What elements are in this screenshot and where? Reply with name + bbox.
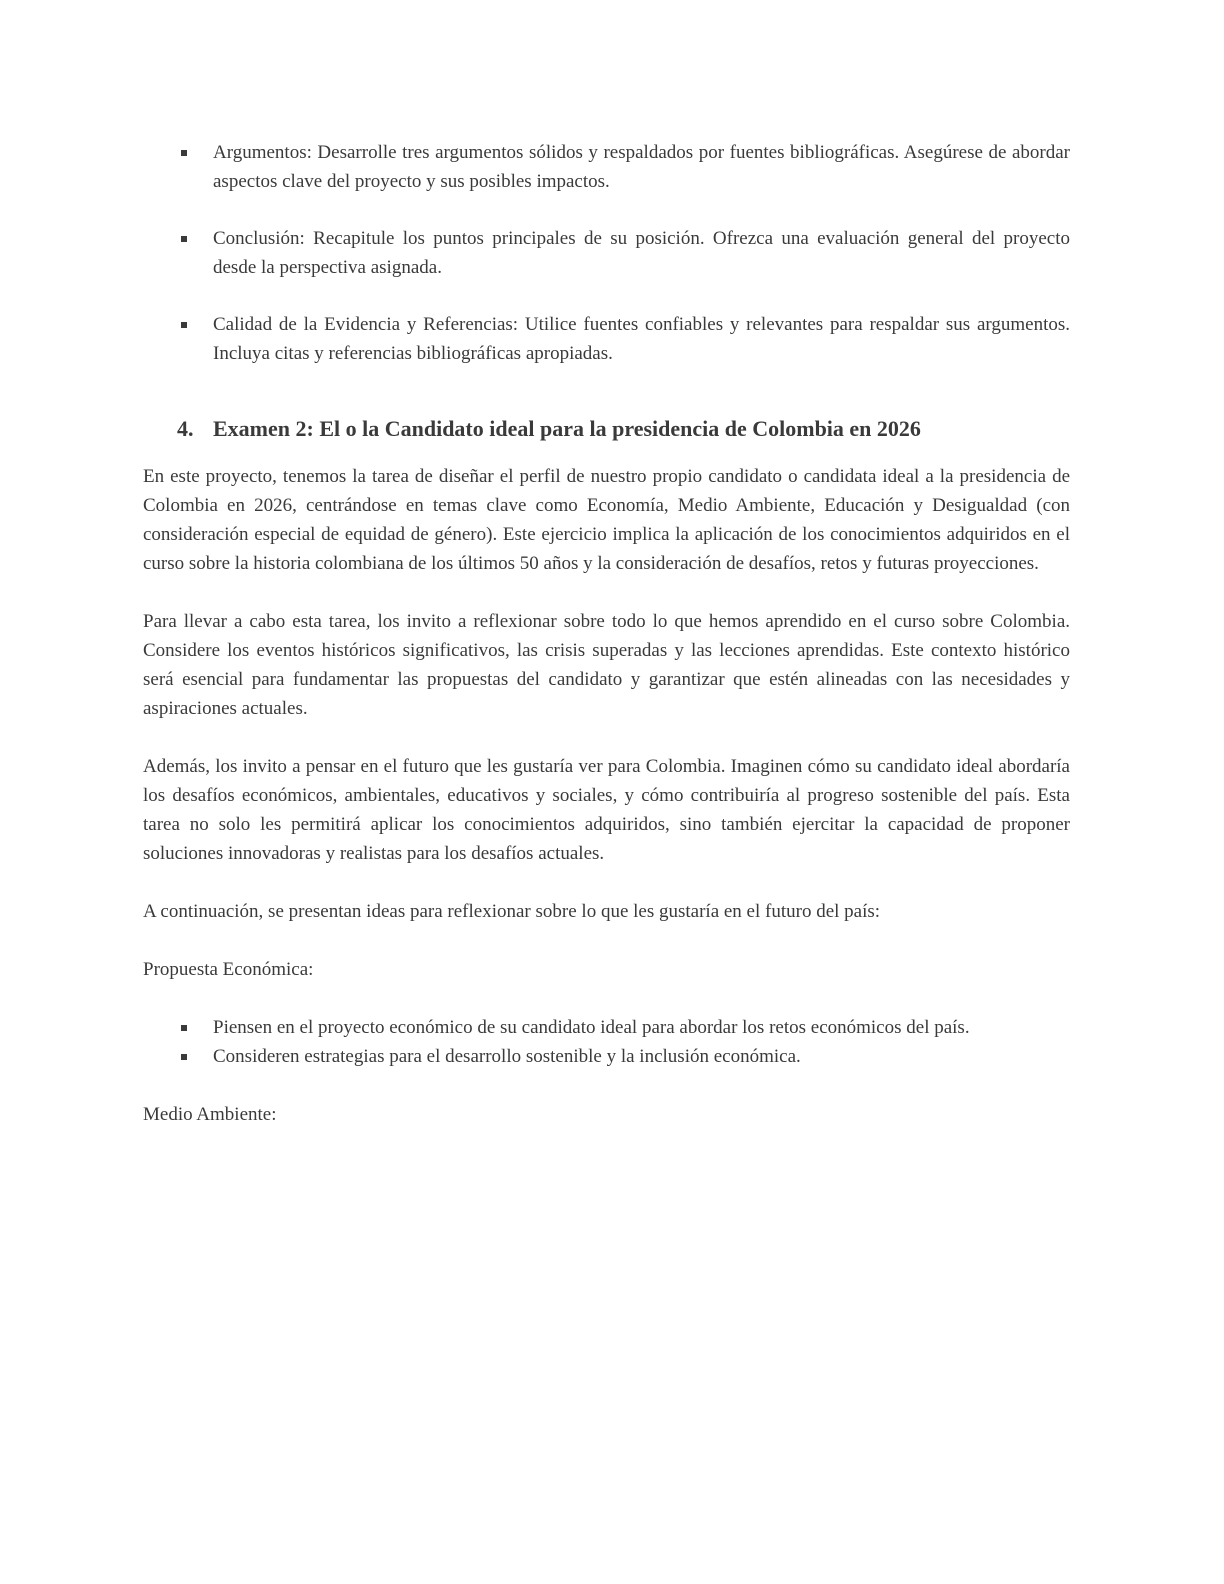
page-content — [143, 138, 1070, 1158]
economy-bullet-item — [143, 1042, 1070, 1071]
bullet-text: Conclusión: Recapitule los puntos principales de su posición. Ofrezca una evaluación general del proyecto desde la perspectiva asignada. — [213, 228, 1070, 278]
bullet-text: Calidad de la Evidencia y Referencias: Utilice fuentes confiables y relevantes para respaldar sus argumentos. Incluya citas y referencias bibliográficas apropiadas. — [213, 314, 1070, 364]
paragraph-intro: En este proyecto, tenemos la tarea de diseñar el perfil de nuestro propio candidato o candidata ideal a la presidencia de Colombia en 2026, centrándose en temas clave como Economía, Medio Ambiente, Educación y Desigualdad (con consideración especial de equidad de género). Este ejercicio implica la aplicación de los conocimientos adquiridos en el curso sobre la historia colombiana de los últimos 50 años y la consideración de desafíos, retos y futuras proyecciones. — [143, 466, 1070, 574]
economy-bullet-item — [143, 1013, 1070, 1042]
criteria-bullet-list — [143, 138, 1070, 368]
square-bullet-icon — [181, 236, 187, 242]
square-bullet-icon — [181, 1054, 187, 1060]
bullet-item-evidencia — [143, 310, 1070, 368]
bullet-item-argumentos — [143, 138, 1070, 196]
paragraph-ideas: A continuación, se presentan ideas para reflexionar sobre lo que les gustaría en el futuro del país: — [143, 901, 881, 922]
section-heading — [143, 412, 1070, 446]
paragraph-future: Además, los invito a pensar en el futuro que les gustaría ver para Colombia. Imaginen cómo su candidato ideal abordaría los desafíos económicos, ambientales, educativos y sociales, y cómo contribuiría al progreso sostenible del país. Esta tarea no solo les permitirá aplicar los conocimientos adquiridos, sino también ejercitar la capacidad de proponer soluciones innovadoras y realistas para los desafíos actuales. — [143, 756, 1070, 864]
bullet-text: Consideren estrategias para el desarrollo sostenible y la inclusión económica. — [213, 1046, 801, 1067]
bullet-text: Piensen en el proyecto económico de su candidato ideal para abordar los retos económicos del país. — [213, 1017, 970, 1038]
bullet-text: Argumentos: Desarrolle tres argumentos sólidos y respaldados por fuentes bibliográficas. Asegúrese de abordar aspectos clave del proyecto y sus posibles impactos. — [213, 142, 1070, 192]
subheading-economy: Propuesta Económica: — [143, 959, 314, 980]
section-title: Examen 2: El o la Candidato ideal para la presidencia de Colombia en 2026 — [213, 416, 921, 441]
subheading-environment: Medio Ambiente: — [143, 1104, 277, 1125]
economy-bullet-list — [143, 1013, 1070, 1071]
square-bullet-icon — [181, 150, 187, 156]
square-bullet-icon — [181, 1025, 187, 1031]
paragraph-reflection: Para llevar a cabo esta tarea, los invito a reflexionar sobre todo lo que hemos aprendido en el curso sobre Colombia. Considere los eventos históricos significativos, las crisis superadas y las lecciones aprendidas. Este contexto histórico será esencial para fundamentar las propuestas del candidato y garantizar que estén alineadas con las necesidades y aspiraciones actuales. — [143, 611, 1070, 719]
square-bullet-icon — [181, 322, 187, 328]
bullet-item-conclusion — [143, 224, 1070, 282]
section-number: 4. — [177, 416, 194, 441]
